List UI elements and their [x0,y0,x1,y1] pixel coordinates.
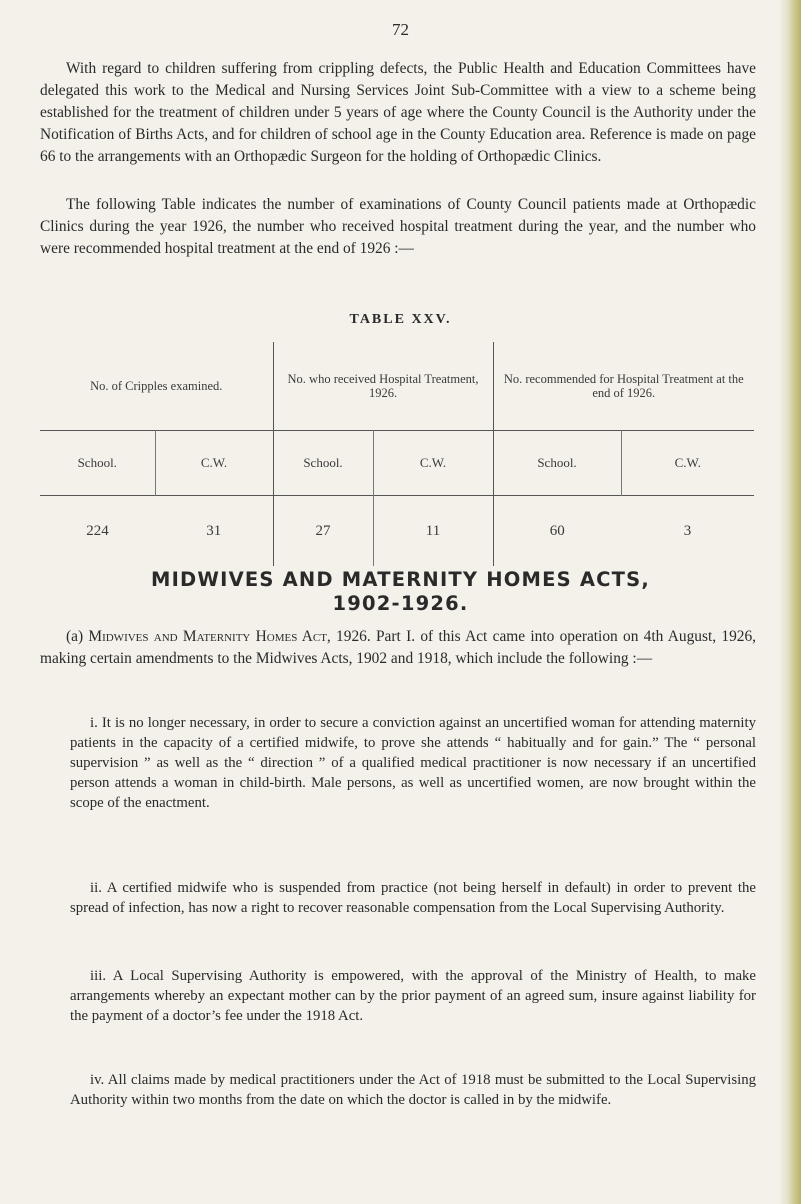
intro-title: Midwives and Maternity Homes Act, 1926. [88,628,371,645]
value-cell: 11 [373,496,493,567]
section-heading [0,568,801,616]
list-item: iv. All claims made by medical practitioners under the Act of 1918 must be submitted to the Local Supervising Authority within two months from the date on which the doctor is called in by the midwife. [70,1072,756,1108]
paragraph-crippling-defects: With regard to children suffering from crippling defects, the Public Health and Education Committees have delegated this work to the Medical and Nursing Services Joint Sub-Committee with a view to a scheme being established for the treatment of children under 5 years of age where the County Council is the Authority under the Notification of Births Acts, and for children of school age in the County Education area. Reference is made on page 66 to the arrangements with an Orthopædic Surgeon for the holding of Orthopædic Clinics. [40,60,756,165]
paragraph-table-intro: The following Table indicates the number of examinations of County Council patients made at Orthopædic Clinics during the year 1926, the number who received hospital treatment during the year, and the number who were recommended hospital treatment at the end of 1926 :— [40,196,756,257]
value-cell: 224 [40,496,155,567]
subheader-cell: C.W. [155,431,273,496]
table-subheader-row [40,431,754,496]
value-cell: 60 [493,496,621,567]
list-item: i. It is no longer necessary, in order to secure a conviction against an uncertified woman for attending maternity patients in the capacity of a certified midwife, to prove she attends “ habitually and for gain.” The “ personal supervision ” as well as the “ direction ” of a qualified medical practitioner is now necessary if an uncertified person attends a woman in child-birth. Male persons, as well as uncertified women, are now brought within the scope of the enactment. [70,715,756,811]
section-heading-line: MIDWIVES AND MATERNITY HOMES ACTS, [150,568,651,591]
value-cell: 27 [273,496,373,567]
list-item: ii. A certified midwife who is suspended from practice (not being herself in default) in order to prevent the spread of infection, has now a right to recover reasonable compensation from the Local Supervising Authority. [70,880,756,916]
intro-text: Part I. of this Act came into operation on 4th August, 1926, making certain amendments to the Midwives Acts, 1902 and 1918, which include the following :— [40,628,756,667]
table-group-header-row [40,342,754,431]
subheader-cell: School. [493,431,621,496]
group-header-recommended: No. recommended for Hospital Treatment at the end of 1926. [503,372,744,400]
table-row [40,496,754,567]
value-cell: 3 [621,496,754,567]
cripples-table [40,342,754,566]
subheader-cell: School. [40,431,155,496]
subheader-cell: C.W. [373,431,493,496]
page-number: 72 [392,20,409,39]
paragraph-act-intro [40,626,756,670]
group-header-received: No. who received Hospital Treatment, 1926. [273,342,493,431]
list-item: iii. A Local Supervising Authority is empowered, with the approval of the Ministry of Health, to make arrangements whereby an expectant mother can by the prior payment of an agreed sum, insure against liability for the payment of a doctor’s fee under the 1918 Act. [70,968,756,1024]
section-heading-years: 1902-1926. [332,592,469,615]
subheader-cell: School. [273,431,373,496]
value-cell: 31 [155,496,273,567]
subheader-cell: C.W. [621,431,754,496]
intro-label: (a) [66,628,84,645]
group-header-examined: No. of Cripples examined. [40,342,273,431]
table-title: TABLE XXV. [349,312,452,327]
